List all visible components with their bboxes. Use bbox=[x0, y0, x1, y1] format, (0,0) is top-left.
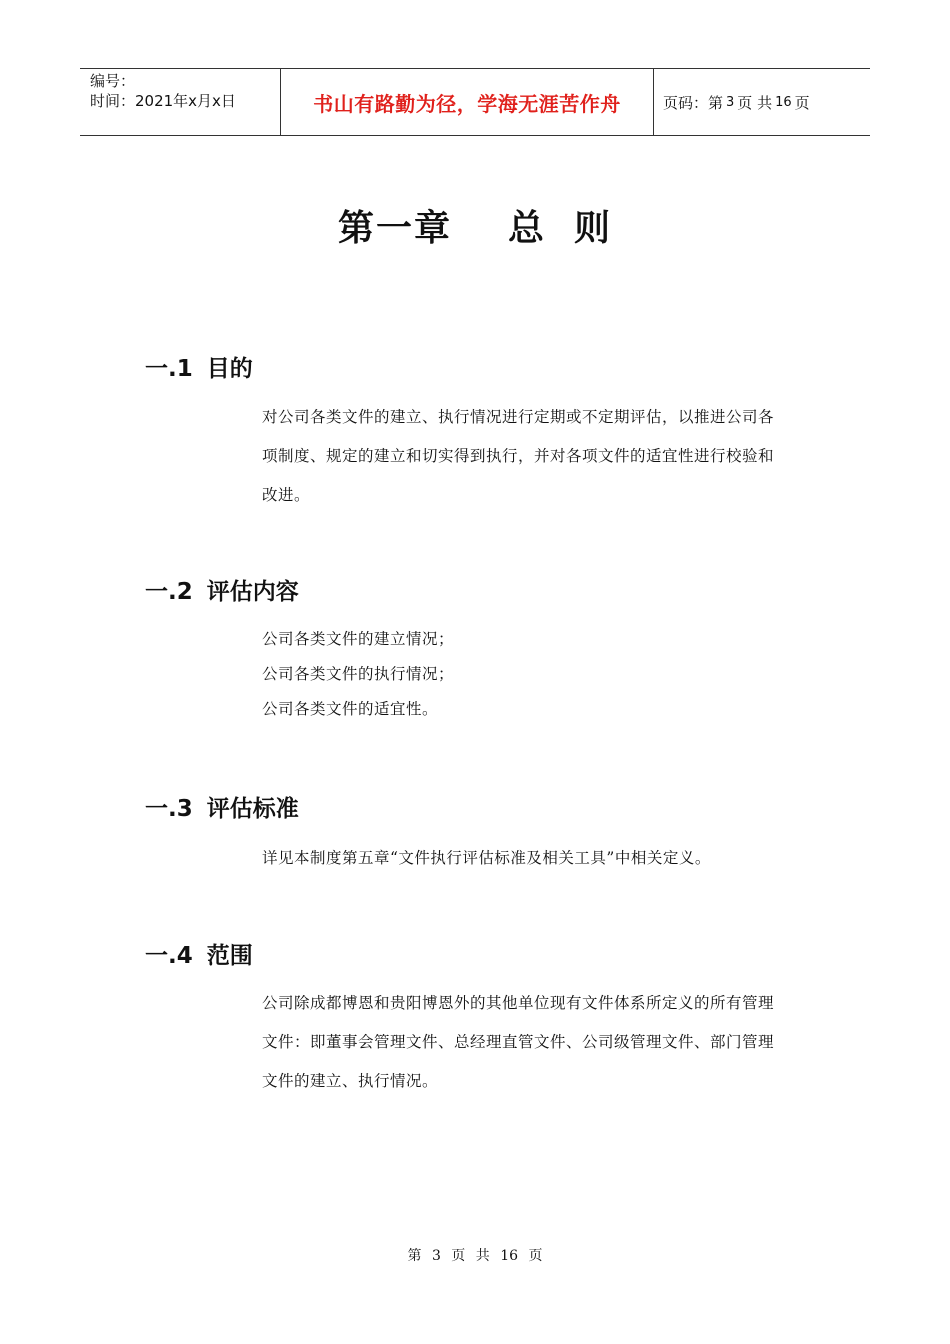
page-prefix: 页码：第 bbox=[663, 93, 724, 112]
header-page-number bbox=[654, 69, 870, 135]
section-number: 一.4 bbox=[145, 943, 193, 969]
page-footer: 第 3 页 共 16 页 bbox=[407, 1248, 543, 1264]
header-motto: 书山有路勤为径，学海无涯苦作舟 bbox=[281, 69, 654, 135]
section-body-purpose bbox=[262, 398, 807, 515]
section-body-standard bbox=[262, 839, 807, 878]
section-title: 范围 bbox=[206, 943, 253, 969]
section-title: 评估标准 bbox=[206, 796, 299, 822]
section-title: 评估内容 bbox=[206, 579, 299, 605]
paragraph-line: 对公司各类文件的建立、执行情况进行定期或不定期评估，以推进公司各 bbox=[262, 408, 775, 426]
section-body-scope bbox=[262, 984, 807, 1101]
section-body-content bbox=[262, 622, 454, 727]
section-heading-content bbox=[145, 573, 299, 606]
chapter-title-word-2: 则 bbox=[574, 208, 613, 249]
page-mid: 页 共 bbox=[737, 93, 773, 112]
page-suffix: 页 bbox=[794, 93, 810, 112]
section-number: 一.1 bbox=[145, 356, 193, 382]
list-item: 公司各类文件的执行情况； bbox=[262, 665, 455, 683]
chapter-title bbox=[0, 200, 950, 251]
chapter-title-word-1: 总 bbox=[507, 208, 546, 249]
page-current: 3 bbox=[726, 94, 735, 110]
section-heading-scope bbox=[145, 937, 253, 970]
section-heading-purpose bbox=[145, 350, 253, 383]
paragraph-line: 公司除成都博恩和贵阳博恩外的其他单位现有文件体系所定义的所有管理 bbox=[262, 994, 775, 1012]
document-number-label: 编号： bbox=[90, 72, 136, 90]
paragraph-line: 详见本制度第五章“文件执行评估标准及相关工具”中相关定义。 bbox=[262, 849, 711, 867]
chapter-number: 第一章 bbox=[337, 208, 452, 249]
page-header bbox=[80, 68, 870, 136]
section-number: 一.2 bbox=[145, 579, 193, 605]
section-heading-standard bbox=[145, 790, 299, 823]
header-meta bbox=[80, 69, 281, 135]
paragraph-line: 文件的建立、执行情况。 bbox=[262, 1072, 439, 1090]
list-item: 公司各类文件的适宜性。 bbox=[262, 700, 439, 718]
section-number: 一.3 bbox=[145, 796, 193, 822]
paragraph-line: 文件：即董事会管理文件、总经理直管文件、公司级管理文件、部门管理 bbox=[262, 1033, 775, 1051]
section-title: 目的 bbox=[206, 356, 253, 382]
page-total: 16 bbox=[775, 94, 792, 110]
paragraph-line: 项制度、规定的建立和切实得到执行，并对各项文件的适宜性进行校验和 bbox=[262, 447, 775, 465]
document-time-label: 时间：2021年x月x日 bbox=[90, 92, 236, 110]
list-item: 公司各类文件的建立情况； bbox=[262, 630, 455, 648]
paragraph-line: 改进。 bbox=[262, 486, 311, 504]
